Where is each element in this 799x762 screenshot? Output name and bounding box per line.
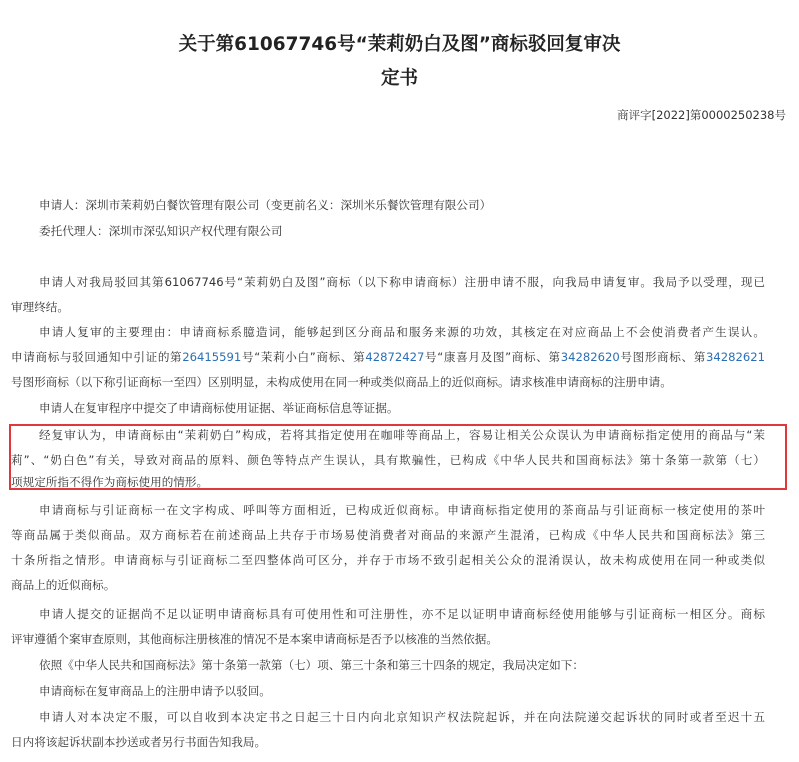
para3-line: 申请人在复审程序中提交了申请商标使用证据、举证商标信息等证据。 [39,401,399,415]
para6-line1: 申请人提交的证据尚不足以证明申请商标具有可使用性和可注册性，亦不足以证明申请商标经使用能够与引证商标一相区分。商标 [39,607,765,621]
para9-line2: 日内将该起诉状副本抄送或者另行书面告知我局。 [11,735,267,749]
document-title-line1: 关于第61067746号“茉莉奶白及图”商标驳回复审决 [178,34,621,55]
citation-link-34282620[interactable]: 34282620 [560,350,620,364]
para2-line2 [11,349,765,365]
applicant-line: 申请人：深圳市茉莉奶白餐饮管理有限公司（变更前名义：深圳米乐餐饮管理有限公司） [39,198,492,212]
para5-line2: 等商品属于类似商品。双方商标若在前述商品上共存于市场易使消费者对商品的来源产生混淆，已构成《中华人民共和国商标法》第三 [11,528,765,542]
para7-line: 依照《中华人民共和国商标法》第十条第一款第（七）项、第三十条和第三十四条的规定，我局决定如下： [39,658,584,672]
agent-line: 委托代理人：深圳市深弘知识产权代理有限公司 [39,224,283,238]
para5-line4: 商品上的近似商标。 [11,578,116,592]
para4-line2: 莉”、“奶白色”有关，导致对商品的原料、颜色等特点产生误认，具有欺骗性，已构成《中华人民共和国商标法》第十条第一款第（七） [11,453,765,467]
para6-line2: 评审遵循个案审查原则，其他商标注册核准的情况不是本案申请商标是否予以核准的当然依据。 [11,632,498,646]
document-title-line2: 定书 [380,68,418,89]
para4-line3: 项规定所指不得作为商标使用的情形。 [11,475,209,489]
para2-line3: 号图形商标（以下称引证商标一至四）区别明显，未构成使用在同一种或类似商品上的近似商标。请求核准申请商标的注册申请。 [11,375,672,389]
para5-line3: 十条所指之情形。申请商标与引证商标二至四整体尚可区分，并存于市场不致引起相关公众的混淆误认，故未构成使用在同一种或类似 [11,553,765,567]
citation-link-26415591[interactable]: 26415591 [182,350,242,364]
para2-text-d: 号图形商标、第 [619,350,706,364]
para2-text-a: 申请商标与驳回通知中引证的第 [11,350,183,364]
para2-line1: 申请人复审的主要理由：申请商标系臆造词，能够起到区分商品和服务来源的功效，其核定在对应商品上不会使消费者产生误认。 [39,325,765,339]
para1-line2: 审理终结。 [11,300,69,314]
para1-line1: 申请人对我局驳回其第61067746号“茉莉奶白及图”商标（以下称申请商标）注册申请不服，向我局申请复审。我局予以受理，现已 [39,275,765,289]
para5-line1: 申请商标与引证商标一在文字构成、呼叫等方面相近，已构成近似商标。申请商标指定使用的茶商品与引证商标一核定使用的茶叶 [39,503,765,517]
para4-line1: 经复审认为，申请商标由“茉莉奶白”构成，若将其指定使用在咖啡等商品上，容易让相关公众误认为申请商标指定使用的商品与“茉 [39,428,765,442]
document-number: 商评字[2022]第0000250238号 [617,108,786,122]
citation-link-34282621[interactable]: 34282621 [706,350,765,364]
para9-line1: 申请人对本决定不服，可以自收到本决定书之日起三十日内向北京知识产权法院起诉，并在向法院递交起诉状的同时或者至迟十五 [39,710,765,724]
para2-text-c: 号“康喜月及图”商标、第 [424,350,561,364]
para8-line: 申请商标在复审商品上的注册申请予以驳回。 [39,684,271,698]
para2-text-b: 号“茉莉小白”商标、第 [241,350,366,364]
citation-link-42872427[interactable]: 42872427 [365,350,425,364]
